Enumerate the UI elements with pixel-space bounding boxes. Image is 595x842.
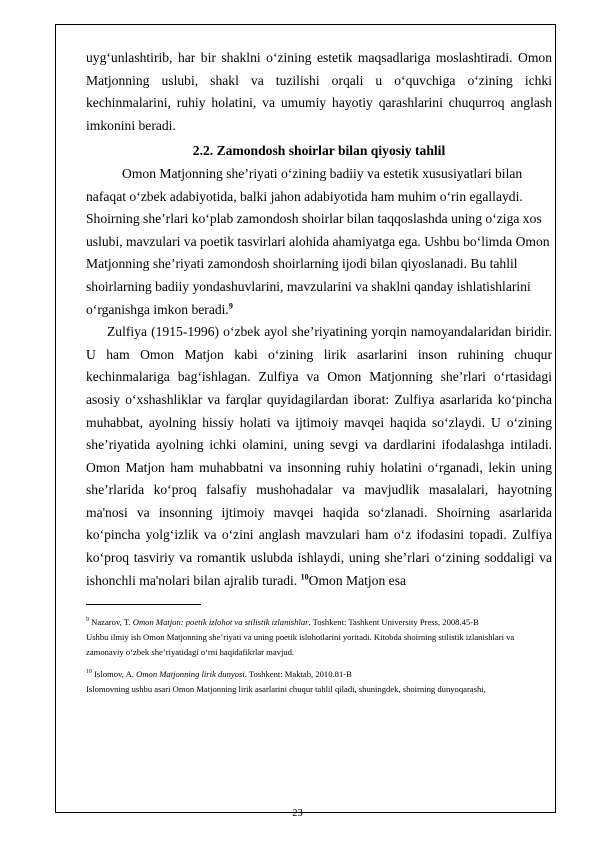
footnote-9-author: Nazarov, T. bbox=[91, 617, 131, 628]
footnote-10-author: Islomov, A. bbox=[94, 669, 134, 680]
section-intro-paragraph bbox=[86, 163, 552, 321]
page-body bbox=[86, 47, 552, 697]
footnote-10-publication: . Toshkent: Maktab, 2010.81-B bbox=[244, 669, 352, 680]
footnote-9-note: Ushbu ilmiy ish Omon Matjonning she’riyati va uning poetik islohotlarini yoritadi. Kitobda shoirning stilistik izlanishlari va zamonaviy o‘zbek she’riyatidagi o‘rni haqidafikrlar mavjud. bbox=[86, 632, 515, 658]
section-intro-text: Omon Matjonning she’riyati o‘zining badiiy va estetik xususiyatlari bilan nafaqat o‘zbek adabiyotida, balki jahon adabiyotida ham muhim o‘rin egallaydi. Shoirning she’rlari ko‘plab zamondosh shoirlar bilan taqqoslashda uning o‘ziga xos uslubi, mavzulari va poetik tasvirlari alohida ahamiyatga ega. Ushbu bo‘limda Omon Matjonning she’riyati zamondosh shoirlarning ijodi bilan qiyoslanadi. Bu tahlil shoirlarning badiiy yondashuvlarini, mavzularini va shaklni qanday ishlatishlarini o‘rganishga imkon beradi. bbox=[86, 165, 550, 317]
main-paragraph bbox=[86, 321, 552, 592]
footnote-10-title: Omon Matjonning lirik dunyosi bbox=[136, 669, 245, 680]
section-heading: 2.2. Zamondosh shoirlar bilan qiyosiy tahlil bbox=[192, 143, 446, 159]
footnote-mark-10: 10 bbox=[86, 669, 92, 676]
main-paragraph-tail: Omon Matjon esa bbox=[308, 572, 407, 588]
intro-paragraph: uyg‘unlashtirib, har bir shaklni o‘zining estetik maqsadlariga moslashtiradi. Omon Matjonning uslubi, shakl va tuzilishi orqali u o‘quvchiga o‘zining ichki kechinmalarini, ruhiy holatini, va umumiy hayotiy qarashlarini chuqurroq anglash imkonini beradi. bbox=[86, 50, 552, 133]
main-paragraph-text: Zulfiya (1915-1996) o‘zbek ayol she’riyatining yorqin namoyandalaridan biridir. U ham Omon Matjon kabi o‘zining lirik asarlarini inson ruhining chuqur kechinmalariga bag‘ishlagan. Zulfiya va Omon Matjonning she’rlari o‘rtasidagi asosiy o‘xshashliklar va farqlar quyidagilardan iborat: Zulfiya asarlarida ko‘pincha muhabbat, ayolning hissiy holati va ijtimoiy mavqei haqida so‘zlaydi. U o‘zining she’riyatida ayolning ichki olamini, uning sevgi va dardlarini ifodalashga intiladi. Omon Matjon ham muhabbatni va insonning ruhiy holatini o‘rganadi, lekin uning she’rlarida ko‘proq falsafiy mushohadalar va mavjudlik masalalari, hayotning ma'nosi va insonning ijtimoiy mavqei haqida so‘zlanadi. Shoirning asarlarida ko‘pincha yolg‘izlik va o‘zini anglash mavzulari ham o‘z ifodasini topadi. Zulfiya ko‘proq tasviriy va romantik uslubda ishlaydi, uning she’rlari o‘zining soddaligi va ishonchli ma'nolari bilan ajralib turadi. bbox=[86, 324, 552, 588]
footnote-mark-9: 9 bbox=[86, 617, 89, 624]
footnote-9 bbox=[86, 615, 552, 630]
page-number: 23 bbox=[292, 808, 303, 819]
footnote-gap bbox=[86, 660, 552, 667]
footnote-10 bbox=[86, 667, 552, 682]
footnote-divider bbox=[86, 604, 201, 605]
footnote-ref-10[interactable]: 10 bbox=[300, 572, 309, 582]
footnote-9-title: Omon Matjon: poetik izlohot va stilistik izlanishlar bbox=[132, 617, 309, 628]
footnote-ref-9[interactable]: 9 bbox=[228, 301, 233, 310]
footnote-9-publication: . Toshkent: Tashkent University Press, 2008.45-B bbox=[308, 617, 479, 628]
footnote-10-note: Islomovning ushbu asari Omon Matjonning lirik asarlarini chuqur tahlil qiladi, shuningdek, shoirning dunyoqarashi, bbox=[86, 684, 486, 695]
